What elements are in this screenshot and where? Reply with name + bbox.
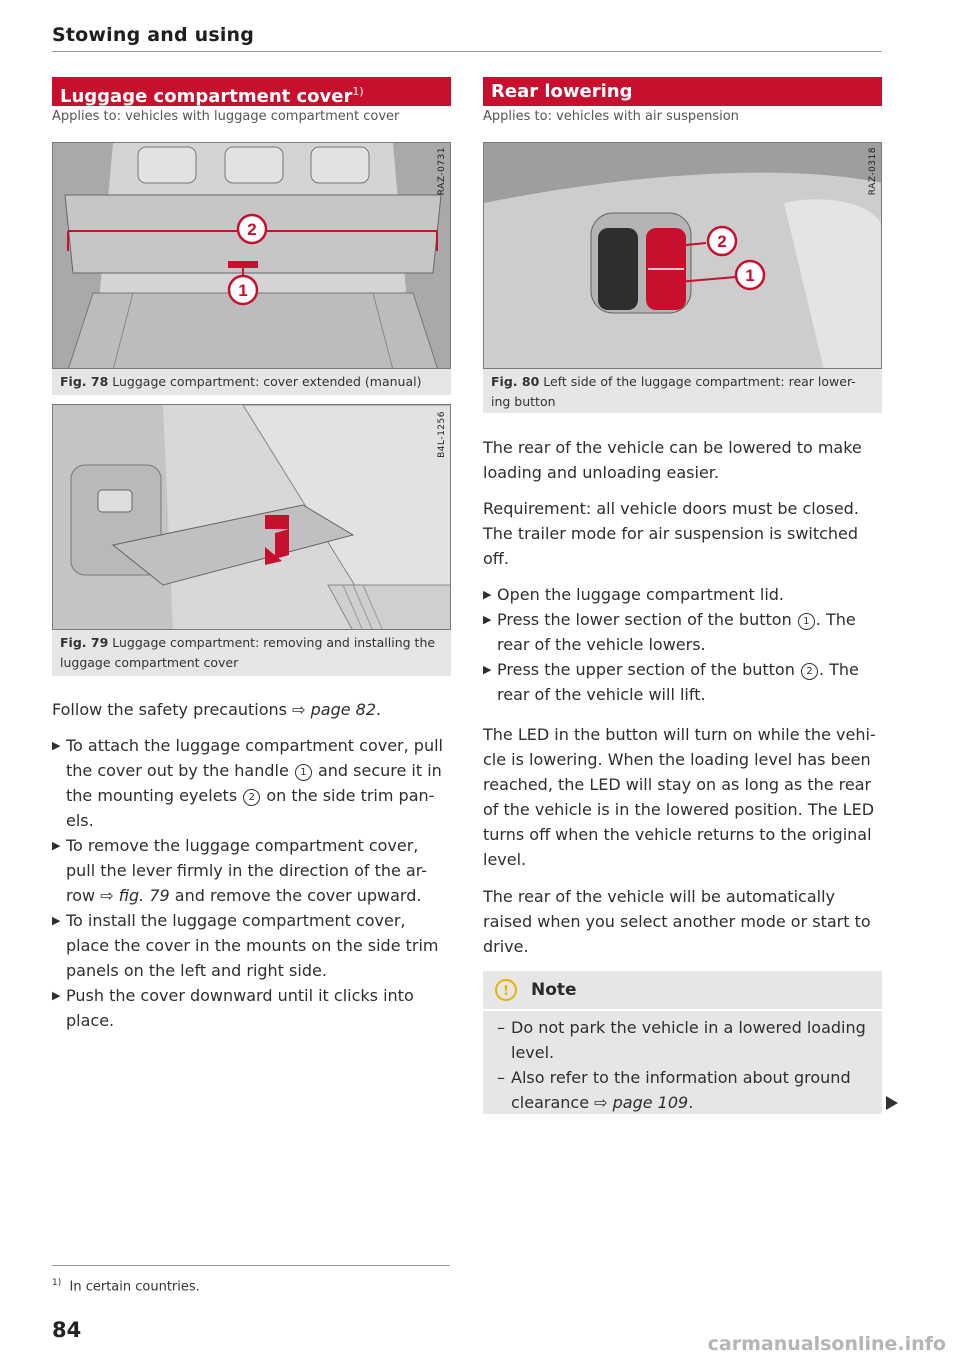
footnote-ref: 1) — [352, 85, 364, 98]
section-heading-rear-lowering — [483, 77, 882, 106]
bullet-marker-icon: ▶ — [483, 663, 492, 676]
text-run: and remove the cover upward. — [169, 886, 422, 905]
text-run: Also refer to the information about ground clearance — [511, 1068, 851, 1112]
text-run: on the side trim pan-els. — [66, 786, 435, 830]
figure-code: RAZ-0318 — [868, 147, 878, 196]
note-box — [483, 971, 882, 1114]
note-label: Note — [531, 980, 577, 1000]
footnote-mark: 1) — [52, 1278, 62, 1288]
text-run: Follow the safety precautions — [52, 700, 293, 719]
callout-2: 2 — [717, 232, 727, 251]
dash-marker: – — [497, 1068, 505, 1087]
callout-1: 1 — [238, 281, 248, 300]
figure-80-caption — [483, 369, 882, 413]
figure-code: B4L-1256 — [437, 411, 447, 458]
callout-2: 2 — [247, 220, 257, 239]
figure-label: Fig. 80 — [491, 374, 540, 389]
text-run: Push the cover downward until it clicks into place. — [66, 986, 414, 1030]
luggage-cover-removal-illustration — [53, 405, 451, 630]
header-rule — [52, 51, 882, 52]
intro-paragraph: The rear of the vehicle can be lowered to make loading and unloading easier. — [483, 438, 862, 482]
section-heading-text: Rear lowering — [491, 81, 633, 102]
list-item — [52, 833, 451, 908]
text-run: Open the luggage compartment lid. — [497, 585, 784, 604]
callout-1-ref: 1 — [798, 613, 815, 630]
note-header — [483, 971, 882, 1011]
footnote-rule — [52, 1265, 450, 1266]
callout-1: 1 — [745, 266, 755, 285]
figure-label: Fig. 78 — [60, 374, 109, 389]
figure-code: RAZ-0731 — [437, 147, 447, 196]
text-run: Press the lower section of the button — [497, 610, 797, 629]
footnote — [52, 1278, 200, 1294]
bullet-marker-icon: ▶ — [483, 588, 492, 601]
bullet-marker-icon: ▶ — [483, 613, 492, 626]
figure-78-caption — [52, 369, 451, 395]
luggage-cover-extended-illustration — [53, 143, 451, 369]
page-reference-link[interactable]: ⇨ page 82 — [292, 700, 377, 719]
text-run: Press the upper section of the button — [497, 660, 800, 679]
figure-80-image — [483, 142, 882, 369]
text-run: . — [376, 700, 382, 719]
list-item — [52, 733, 451, 833]
right-instruction-list — [483, 582, 882, 707]
safety-precautions-text — [52, 697, 451, 722]
dash-marker: – — [497, 1018, 505, 1037]
section-heading-luggage-cover — [52, 77, 451, 106]
watermark: carmanualsonline.info — [707, 1333, 946, 1355]
text-run: Do not park the vehicle in a lowered loading level. — [511, 1018, 866, 1062]
text-run: To install the luggage compartment cover, place the cover in the mounts on the side trim panels on the left and right side. — [66, 911, 439, 980]
text-run: and secure it in the mounting eyelets — [66, 761, 442, 805]
list-item — [483, 657, 882, 707]
continue-arrow-icon — [886, 1096, 898, 1110]
rear-lowering-button-illustration — [484, 143, 882, 369]
callout-1-ref: 1 — [295, 764, 312, 781]
applies-to-luggage-cover: Applies to: vehicles with luggage compartment cover — [52, 109, 400, 124]
figure-caption-text: Luggage compartment: removing and installing the luggage compartment cover — [60, 635, 436, 670]
auto-raise-paragraph: The rear of the vehicle will be automatically raised when you select another mode or start to drive. — [483, 887, 871, 956]
figure-label: Fig. 79 — [60, 635, 109, 650]
list-item — [483, 607, 882, 657]
bullet-marker-icon: ▶ — [52, 839, 61, 852]
callout-2-ref: 2 — [243, 789, 260, 806]
figure-78-image — [52, 142, 451, 369]
text-run: To attach the luggage compartment cover, pull the cover out by the handle — [66, 736, 443, 780]
list-item — [52, 983, 451, 1033]
list-item — [483, 582, 882, 607]
figure-caption-text: Left side of the luggage compartment: rear lower-ing button — [491, 374, 856, 409]
figure-caption-text: Luggage compartment: cover extended (manual) — [112, 374, 422, 389]
text-run: To remove the luggage compartment cover, pull the lever firmly in the direction of the ar-row — [66, 836, 428, 905]
bullet-marker-icon: ▶ — [52, 739, 61, 752]
figure-79-image — [52, 404, 451, 630]
section-heading-text: Luggage compartment cover — [60, 86, 353, 107]
text-run: . — [688, 1093, 694, 1112]
figure-reference-link[interactable]: ⇨ fig. 79 — [100, 886, 170, 905]
text-run: . The rear of the vehicle lowers. — [497, 610, 856, 654]
list-item — [483, 1015, 870, 1065]
bullet-marker-icon: ▶ — [52, 989, 61, 1002]
applies-to-rear-lowering: Applies to: vehicles with air suspension — [483, 109, 739, 124]
page-reference-link[interactable]: ⇨ page 109 — [594, 1093, 689, 1112]
running-header: Stowing and using — [52, 24, 255, 46]
callout-2-ref: 2 — [801, 663, 818, 680]
page-number: 84 — [52, 1318, 82, 1342]
footnote-text: In certain countries. — [69, 1279, 200, 1295]
list-item — [483, 1065, 870, 1115]
exclamation-circle-icon: ! — [495, 979, 517, 1001]
requirement-paragraph: Requirement: all vehicle doors must be closed. The trailer mode for air suspension is switched off. — [483, 499, 859, 568]
figure-79-caption — [52, 630, 451, 676]
left-instruction-list — [52, 733, 451, 1033]
led-paragraph: The LED in the button will turn on while the vehi-cle is lowering. When the loading level has been reached, the LED will stay on as long as the rear of the vehicle is in the lowered position. The LED turns off when the vehicle returns to the original level. — [483, 725, 876, 869]
note-body — [483, 1011, 882, 1115]
bullet-marker-icon: ▶ — [52, 914, 61, 927]
text-run: . The rear of the vehicle will lift. — [497, 660, 859, 704]
list-item — [52, 908, 451, 983]
